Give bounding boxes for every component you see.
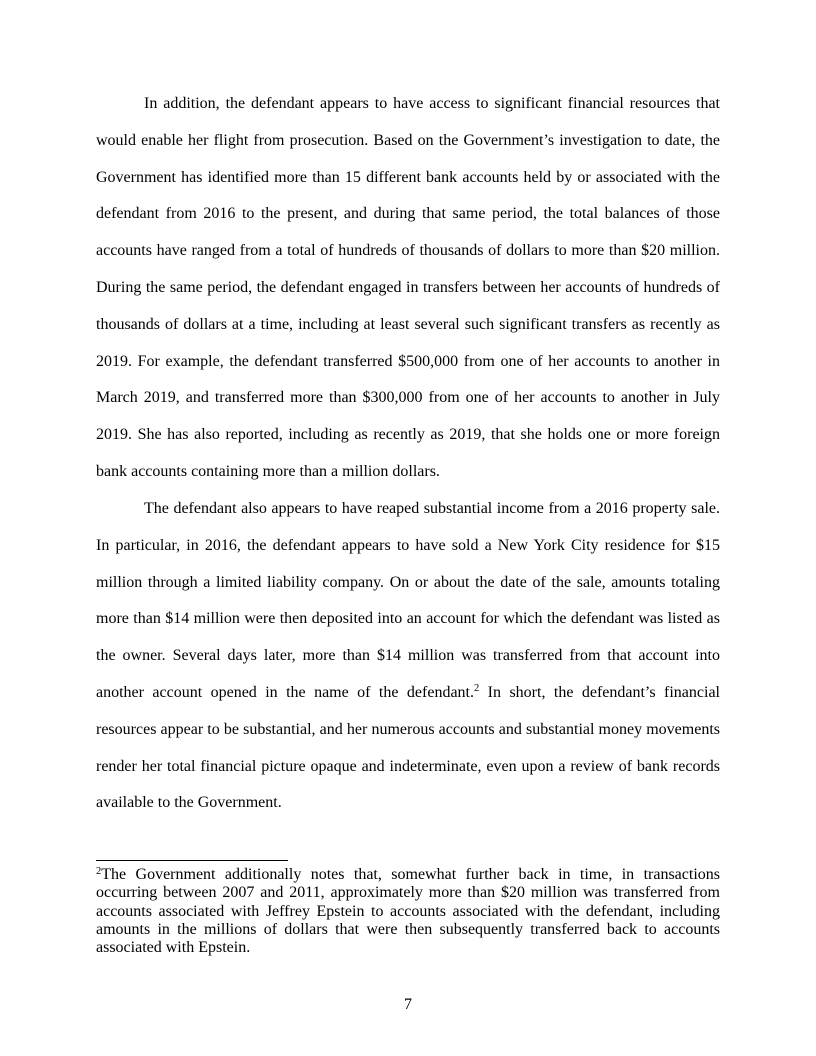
footnote-reference[interactable]: 2 — [474, 682, 480, 694]
footnote — [96, 866, 720, 957]
footnote-separator — [96, 860, 288, 861]
paragraph-text-after-footnote: In short, the defendant’s financial resources appear to be substantial, and her numerous accounts and substantial money movements render her total financial picture opaque and indeterminate, even upon a review of bank records available to the Government. — [96, 683, 721, 812]
paragraph-financial-resources: In addition, the defendant appears to have access to significant financial resources that would enable her flight from prosecution. Based on the Government’s investigation to date, the Government has identified more than 15 different bank accounts held by or associated with the defendant from 2016 to the present, and during that same period, the total balances of those accounts have ranged from a total of hundreds of thousands of dollars to more than $20 million. During the same period, the defendant engaged in transfers between her accounts of hundreds of thousands of dollars at a time, including at least several such significant transfers as recently as 2019. For example, the defendant transferred $500,000 from one of her accounts to another in March 2019, and transferred more than $300,000 from one of her accounts to another in July 2019. She has also reported, including as recently as 2019, that she holds one or more foreign bank accounts containing more than a million dollars. — [96, 95, 720, 480]
page-number: 7 — [404, 996, 412, 1013]
paragraph-property-sale — [96, 491, 720, 822]
paragraph-text-before-footnote: The defendant also appears to have reaped substantial income from a 2016 property sale. In particular, in 2016, the defendant appears to have sold a New York City residence for $15 million through a limited liability company. On or about the date of the sale, amounts totaling more than $14 million were then deposited into an account for which the defendant was listed as the owner. Several days later, more than $14 million was transferred from that account into another account opened in the name of the defendant. — [96, 500, 720, 701]
footnote-number: 2 — [96, 866, 102, 877]
footnote-text: The Government additionally notes that, somewhat further back in time, in transactions occurring between 2007 and 2011, approximately more than $20 million was transferred from accounts associated with Jeffrey Epstein to accounts associated with the defendant, including amounts in the millions of dollars that were then subsequently transferred back to accounts associated with Epstein. — [96, 866, 720, 957]
